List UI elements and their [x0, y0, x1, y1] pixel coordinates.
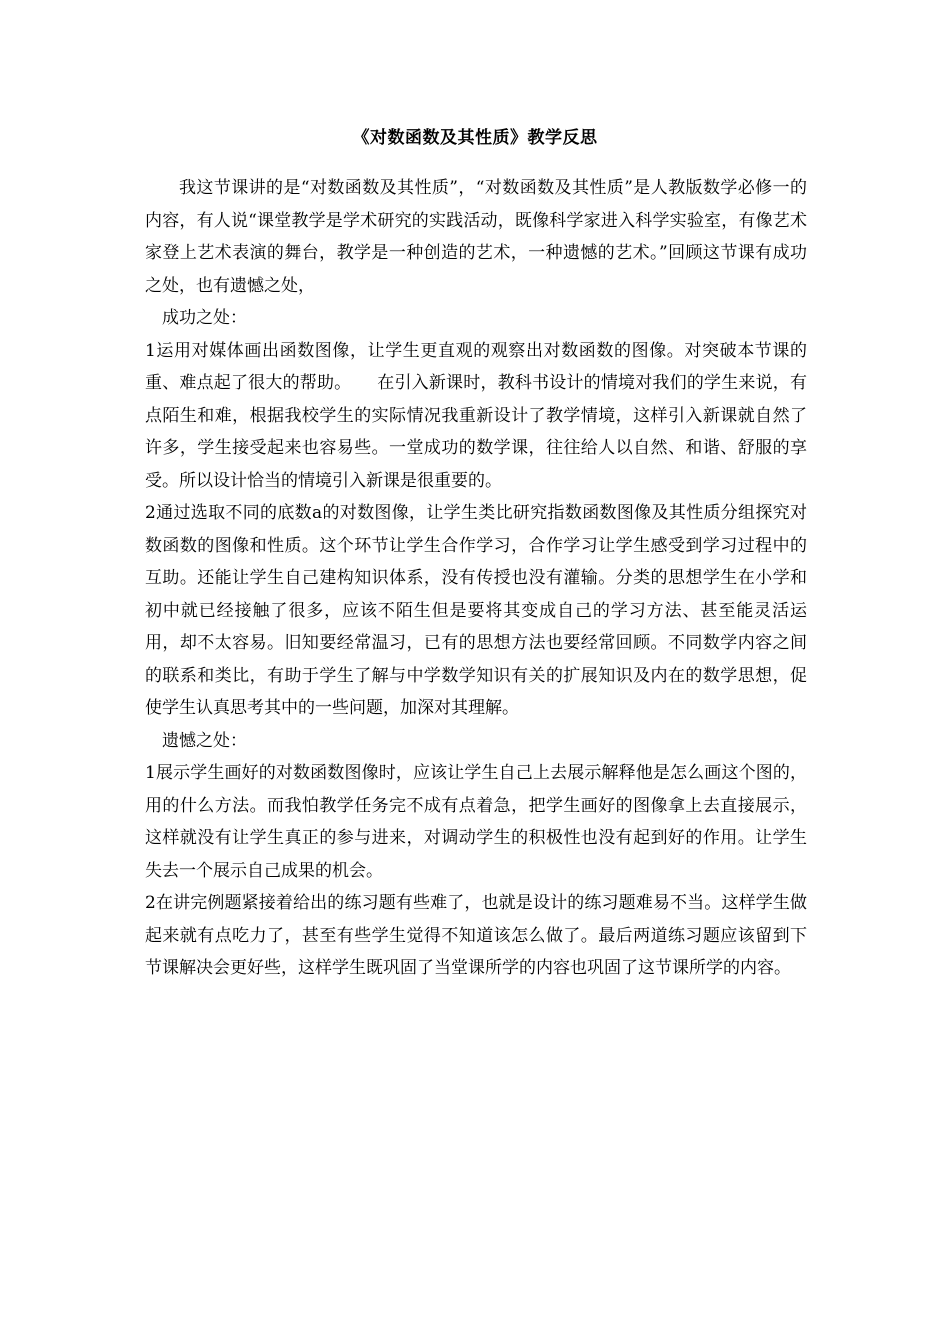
intro-paragraph: 我这节课讲的是“对数函数及其性质”，“对数函数及其性质”是人教版数学必修一的内容，有人说“课堂教学是学术研究的实践活动，既像科学家进入科学实验室，有像艺术家登上艺术表演的舞台，教学是一种创造的艺术，一种遗憾的艺术。”回顾这节课有成功之处，也有遗憾之处， [145, 178, 807, 296]
success-item-1: 1运用对媒体画出函数图像，让学生更直观的观察出对数函数的图像。对突破本节课的重、难点起了很大的帮助。 在引入新课时，教科书设计的情境对我们的学生来说，有点陌生和难，根据我校学生的实际情况我重新设计了教学情境，这样引入新课就自然了许多，学生接受起来也容易些。一堂成功的数学课，往往给人以自然、和谐、舒服的享受。所以设计恰当的情境引入新课是很重要的。 [145, 340, 807, 491]
regret-item-2: 2在讲完例题紧接着给出的练习题有些难了，也就是设计的练习题难易不当。这样学生做起来就有点吃力了，甚至有些学生觉得不知道该怎么做了。最后两道练习题应该留到下节课解决会更好些，这样学生既巩固了当堂课所学的内容也巩固了这节课所学的内容。 [145, 893, 807, 978]
regret-heading: 遗憾之处： [162, 730, 247, 751]
success-item-2: 2通过选取不同的底数a的对数图像，让学生类比研究指数函数图像及其性质分组探究对数函数的图像和性质。这个环节让学生合作学习，合作学习让学生感受到学习过程中的互助。还能让学生自己建构知识体系，没有传授也没有灌输。分类的思想学生在小学和初中就已经接触了很多，应该不陌生但是要将其变成自己的学习方法、甚至能灵活运用，却不太容易。旧知要经常温习，已有的思想方法也要经常回顾。不同数学内容之间的联系和类比，有助于学生了解与中学数学知识有关的扩展知识及内在的数学思想，促使学生认真思考其中的一些问题，加深对其理解。 [145, 503, 807, 718]
regret-item-1: 1展示学生画好的对数函数图像时，应该让学生自己上去展示解释他是怎么画这个图的，用的什么方法。而我怕教学任务完不成有点着急，把学生画好的图像拿上去直接展示，这样就没有让学生真正的参与进来，对调动学生的积极性也没有起到好的作用。让学生失去一个展示自己成果的机会。 [145, 763, 807, 881]
document-body [145, 172, 807, 985]
document-title: 《对数函数及其性质》教学反思 [352, 128, 598, 148]
success-heading: 成功之处： [162, 308, 247, 328]
